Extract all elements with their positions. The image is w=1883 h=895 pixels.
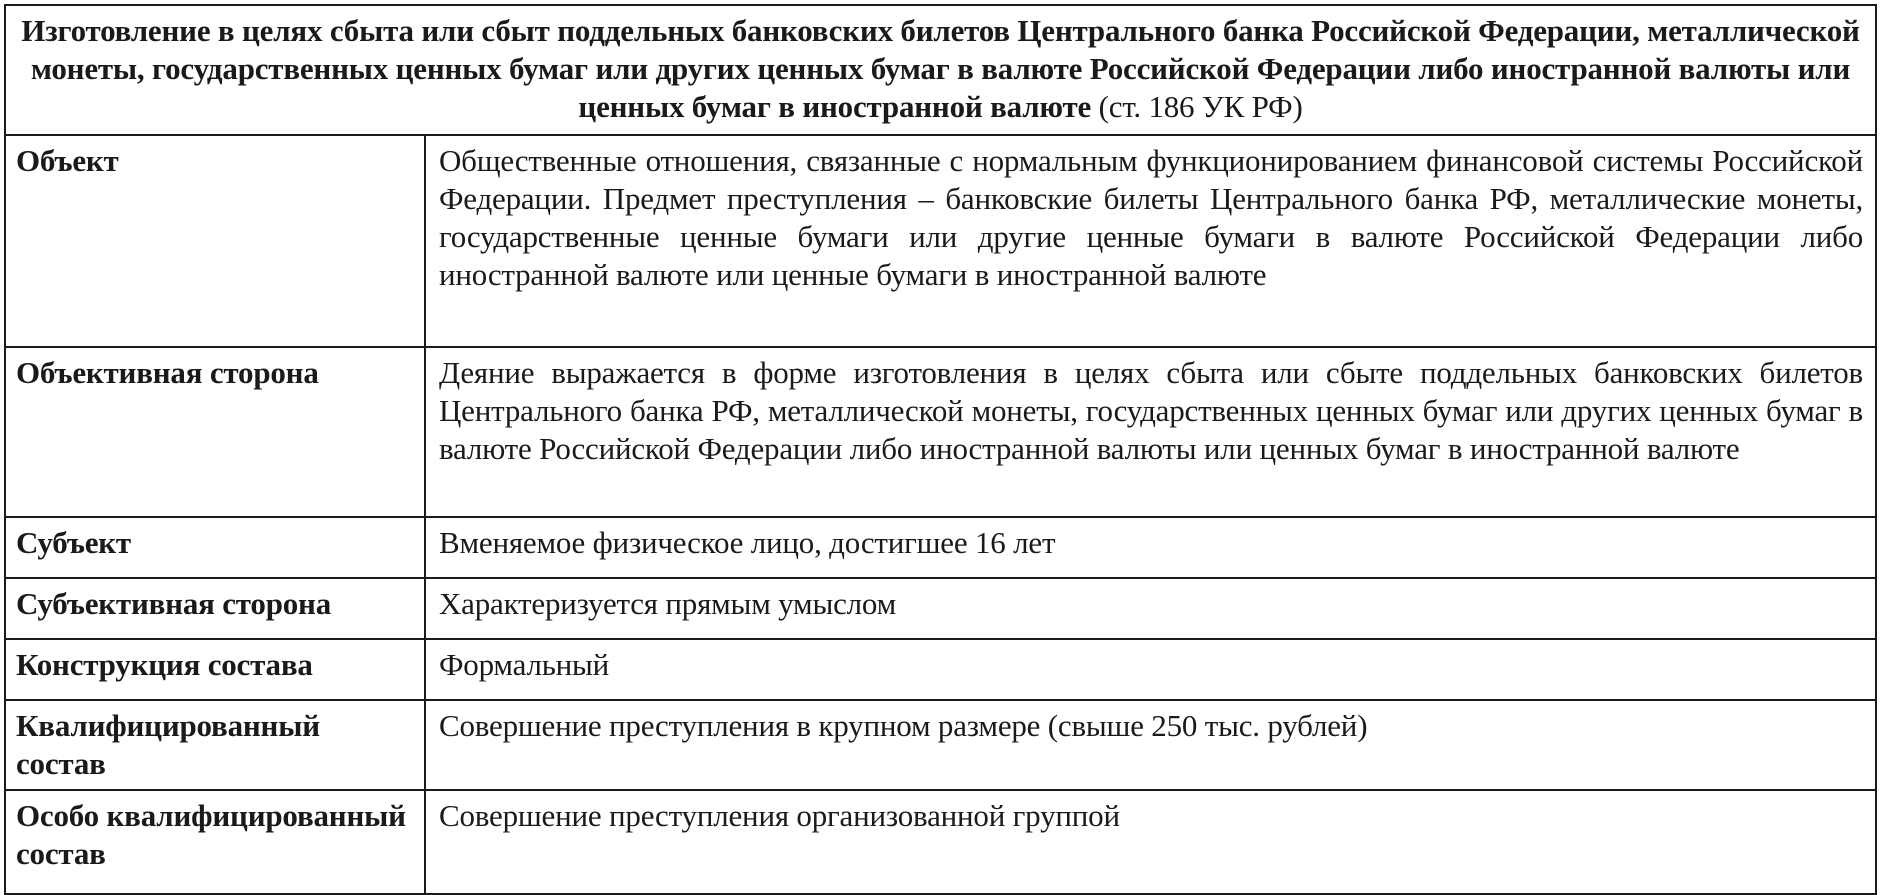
row-label-especially-qualified: Особо квалифицированный состав [5,790,425,894]
row-value-objective-side: Деяние выражается в форме изготовления в целях сбыта или сбыте поддельных банковских билетов Центрального банка РФ, металлической монеты, государственных ценных бумаг или других ценных бумаг в валюте Российской Федерации либо иностранной валюты или ценных бумаг в иностранной валюте [425,347,1876,517]
table-title-row [5,5,1876,135]
crime-elements-table [4,4,1877,895]
row-value-construction: Формальный [425,639,1876,700]
table-title-text: Изготовление в целях сбыта или сбыт поддельных банковских билетов Центрального банка Российской Федерации, металлической монеты, государственных ценных бумаг или других ценных бумаг в валюте Российской Федерации либо иностранной валюты или ценных бумаг в иностранной валюте [21,13,1860,124]
row-value-especially-qualified: Совершение преступления организованной группой [425,790,1876,894]
row-label-construction: Конструкция состава [5,639,425,700]
table-row-object [5,135,1876,347]
row-label-subjective-side: Субъективная сторона [5,578,425,639]
table-row-objective-side [5,347,1876,517]
row-value-subject: Вменяемое физическое лицо, достигшее 16 лет [425,517,1876,578]
row-value-qualified: Совершение преступления в крупном размере (свыше 250 тыс. рублей) [425,700,1876,790]
row-value-subjective-side: Характеризуется прямым умыслом [425,578,1876,639]
row-value-object: Общественные отношения, связанные с нормальным функционированием финансовой системы Российской Федерации. Предмет преступления – банковские билеты Центрального банка РФ, металлические монеты, государственные ценные бумаги или другие ценные бумаги в валюте Российской Федерации либо иностранной валюте или ценные бумаги в иностранной валюте [425,135,1876,347]
table-row-subject [5,517,1876,578]
table-row-qualified [5,700,1876,790]
article-reference: (ст. 186 УК РФ) [1098,89,1303,124]
row-label-qualified: Квалифицированный состав [5,700,425,790]
table-title [5,5,1876,135]
table-row-subjective-side [5,578,1876,639]
row-label-objective-side: Объективная сторона [5,347,425,517]
row-label-subject: Субъект [5,517,425,578]
table-row-especially-qualified [5,790,1876,894]
row-label-object: Объект [5,135,425,347]
table-row-construction [5,639,1876,700]
